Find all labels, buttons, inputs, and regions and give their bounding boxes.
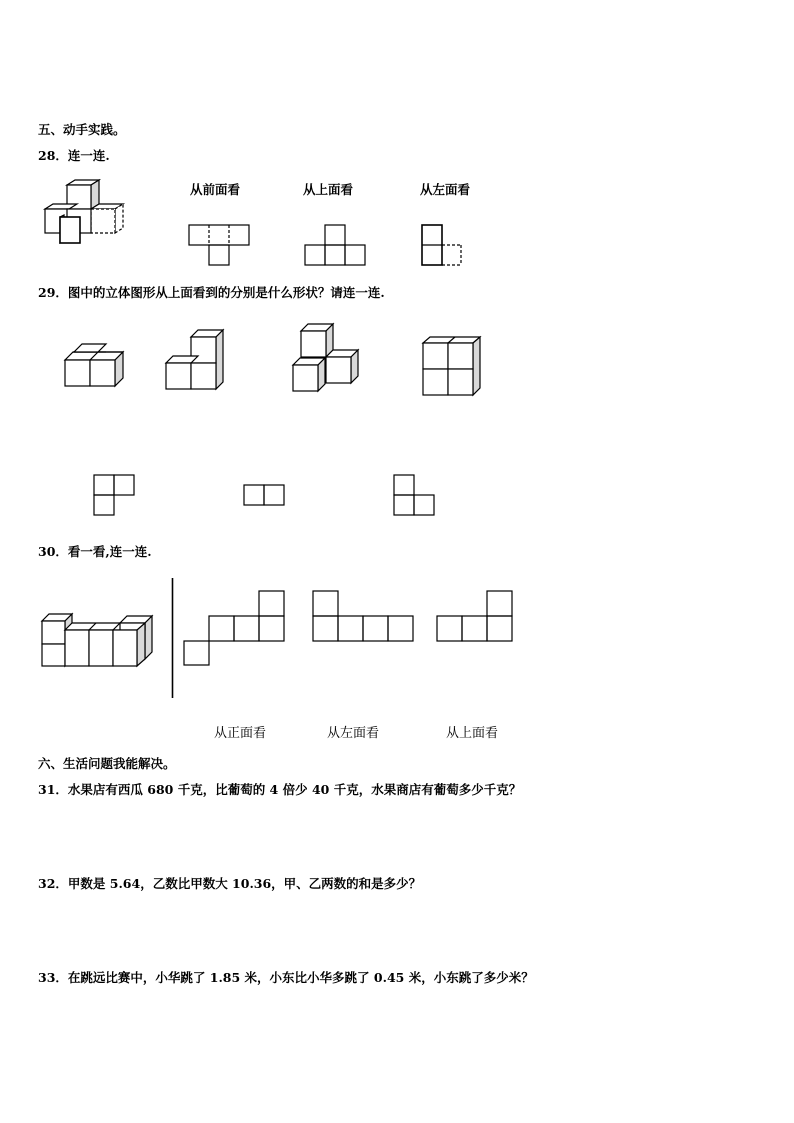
q28-solid-figure [42,180,142,248]
question-28-text: 28．连一连. [38,148,110,163]
q29-solid-4 [422,336,482,396]
q30-divider-line [171,578,174,698]
q30-option-1 [183,590,285,666]
question-31-text: 31．水果店有西瓜 680 千克，比葡萄的 4 倍少 40 千克，水果商店有葡萄多少千克？ [38,782,522,797]
q28-view-top [304,224,366,266]
section-five-heading: 五、动手实践。 [38,122,126,137]
q28-label-left: 从左面看 [420,182,471,197]
q30-label-front: 从正面看 [214,726,267,741]
q28-label-top: 从上面看 [303,182,354,197]
q29-solid-2 [165,328,225,390]
q28-label-front: 从前面看 [190,182,241,197]
q30-option-2 [312,590,414,642]
q30-label-top: 从上面看 [446,726,499,741]
q29-solid-3 [292,322,360,392]
q30-option-3 [436,590,514,642]
q29-view-2 [243,484,287,506]
q29-solid-1 [64,343,126,387]
question-33-text: 33．在跳远比赛中，小华跳了 1.85 米，小东比小华多跳了 0.45 米，小东跳了多少米？ [38,970,534,985]
section-six-heading: 六、生活问题我能解决。 [38,756,176,771]
q29-view-3 [393,474,437,516]
question-32-text: 32．甲数是 5.64，乙数比甲数大 10.36，甲、乙两数的和是多少？ [38,876,422,891]
q28-view-front [188,224,250,266]
question-30-text: 30．看一看,连一连. [38,544,152,559]
question-29-text: 29．图中的立体图形从上面看到的分别是什么形状？请连一连. [38,285,385,300]
q28-view-left [421,224,465,266]
q29-view-1 [93,474,137,516]
q30-solid-figure [41,612,153,668]
q30-label-left: 从左面看 [327,726,380,741]
